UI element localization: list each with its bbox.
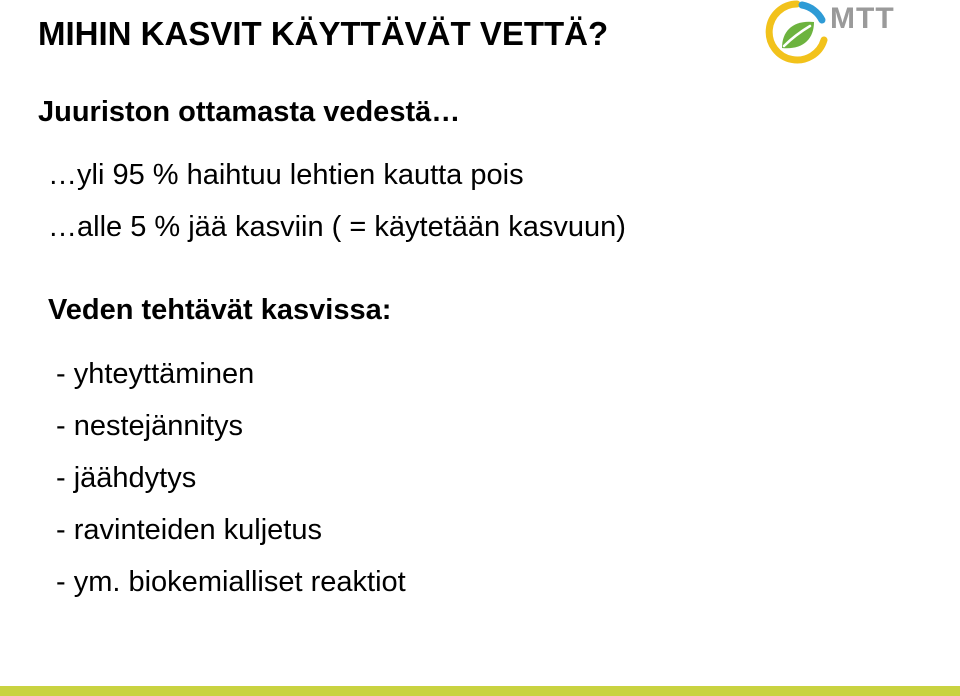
list-item: - nestejännitys — [56, 410, 243, 442]
stat-retained: …alle 5 % jää kasviin ( = käytetään kasvuun) — [48, 211, 626, 243]
subheading: Juuriston ottamasta vedestä… — [38, 96, 461, 128]
mtt-leaf-logo-icon — [764, 0, 830, 64]
slide-title: MIHIN KASVIT KÄYTTÄVÄT VETTÄ? — [38, 15, 609, 52]
list-item: - jäähdytys — [56, 462, 197, 494]
stat-evaporation: …yli 95 % haihtuu lehtien kautta pois — [48, 159, 524, 191]
logo-text: MTT — [830, 2, 895, 35]
list-item: - ym. biokemialliset reaktiot — [56, 566, 406, 598]
list-item: - yhteyttäminen — [56, 358, 255, 390]
mtt-logo — [764, 0, 924, 64]
list-item: - ravinteiden kuljetus — [56, 514, 322, 546]
bottom-stripe — [0, 686, 960, 696]
task-list — [56, 348, 406, 608]
section-heading: Veden tehtävät kasvissa: — [48, 294, 392, 326]
